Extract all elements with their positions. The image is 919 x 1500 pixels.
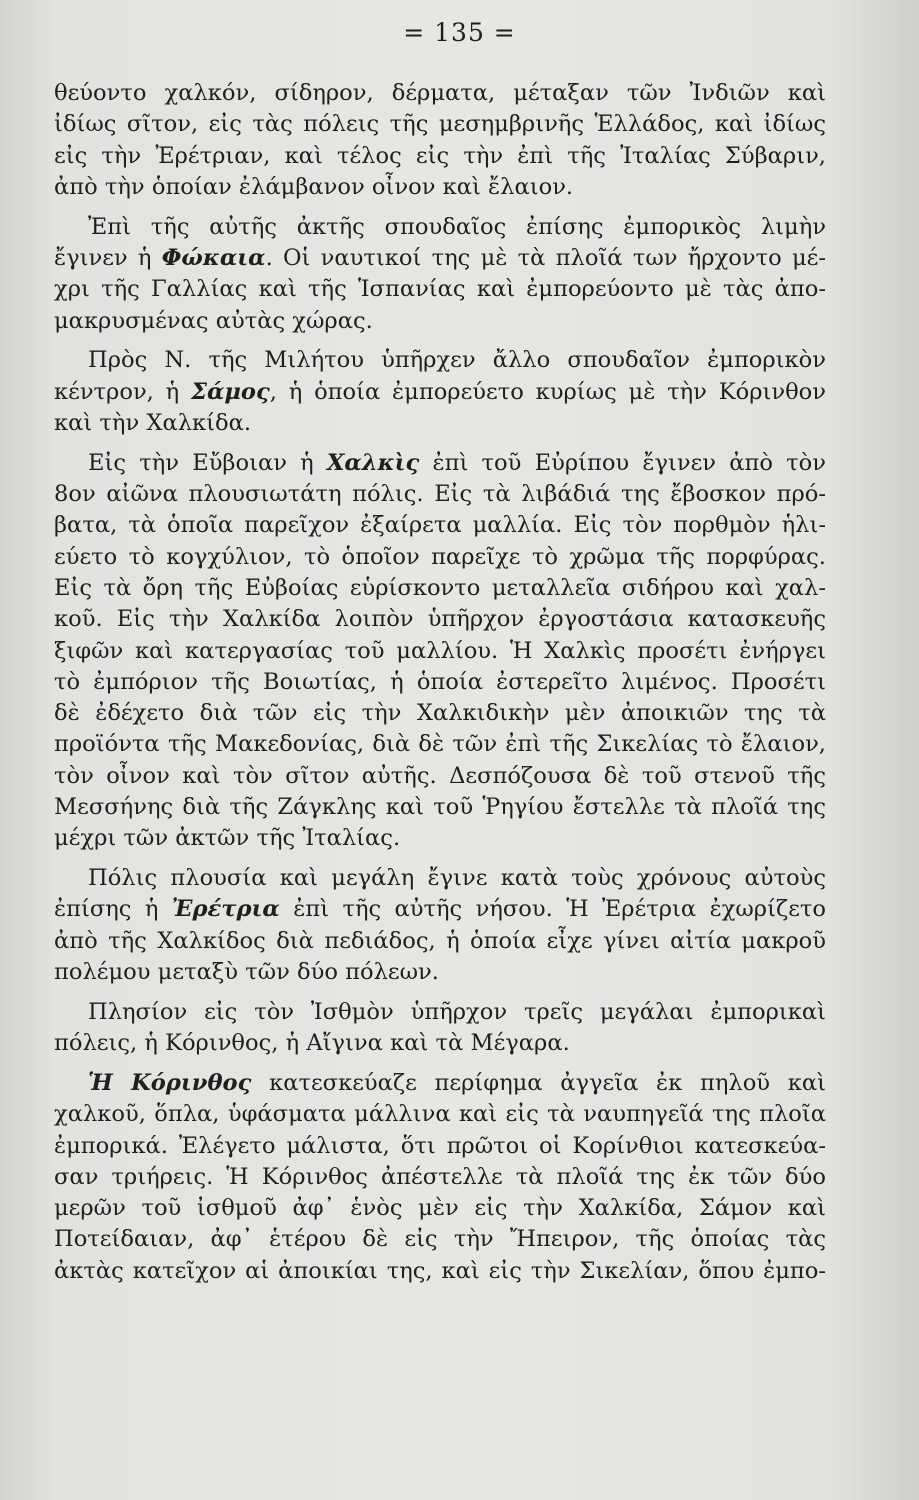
text-segment: ἐπὶ τοῦ Εὐρίπου ἔγινεν ἀπὸ τὸν — [419, 449, 826, 476]
text-segment: χαλκοῦ, ὅπλα, ὑφάσματα μάλλινα καὶ εἰς τὰ ναυπηγεῖά της πλοῖα — [54, 1101, 826, 1128]
text-line — [54, 345, 826, 376]
text-line — [54, 604, 826, 635]
text-segment: πόλεις, ἡ Κόρινθος, ἡ Αἴγινα καὶ τὰ Μέγαρα. — [54, 1030, 570, 1057]
text-line — [54, 1028, 826, 1059]
text-segment: , ἡ ὁποία ἐμπορεύετο κυρίως μὲ τὴν Κόρινθον — [269, 378, 827, 405]
text-segment: προϊόντα τῆς Μακεδονίας, διὰ δὲ τῶν ἐπὶ τῆς Σικελίας τὸ ἔλαιον, — [54, 731, 826, 758]
text-line — [54, 863, 826, 894]
text-line — [54, 243, 826, 274]
text-line — [54, 894, 826, 925]
text-segment: 8ον αἰῶνα πλουσιωτάτη πόλις. Εἰς τὰ λιβάδιά της ἔβοσκον πρό- — [54, 481, 826, 508]
text-segment: δὲ ἐδέχετο διὰ τῶν εἰς τὴν Χαλκιδικὴν μὲν ἀποικιῶν της τὰ — [54, 700, 826, 727]
text-segment: εύετο τὸ κογχύλιον, τὸ ὁποῖον παρεῖχε τὸ χρῶμα τῆς πορφύρας. — [54, 543, 826, 570]
paragraph — [54, 1068, 826, 1287]
text-segment: τὸν οἶνον καὶ τὸν σῖτον αὐτῆς. Δεσπόζουσα δὲ τοῦ στενοῦ τῆς — [54, 762, 826, 789]
text-line — [54, 729, 826, 760]
text-segment: θεύοντο χαλκόν, σίδηρον, δέρματα, μέταξαν τῶν Ἰνδιῶν καὶ — [54, 80, 826, 106]
paragraph — [54, 448, 826, 855]
text-line — [54, 448, 826, 479]
text-segment: μέχρι τῶν ἀκτῶν τῆς Ἰταλίας. — [54, 825, 401, 852]
text-segment: Ἐπὶ τῆς αὐτῆς ἀκτῆς σπουδαῖος ἐπίσης ἐμπορικὸς λιμὴν — [88, 213, 826, 240]
text-segment: Μεσσήνης διὰ τῆς Ζάγκλης καὶ τοῦ Ῥηγίου ἔστελλε τὰ πλοῖά της — [54, 794, 826, 821]
text-line — [54, 573, 826, 604]
text-line — [54, 667, 826, 698]
text-segment: ἔγινεν ἡ — [54, 244, 162, 271]
text-segment: ἀπὸ τῆς Χαλκίδος διὰ πεδιάδος, ἡ ὁποία εἶχε γίνει αἰτία μακροῦ — [54, 927, 826, 954]
text-line — [54, 1193, 826, 1224]
paragraph-gap — [54, 337, 826, 346]
page-number: = 135 = — [403, 18, 516, 47]
text-line — [54, 408, 826, 439]
paragraph — [54, 997, 826, 1060]
page-text — [54, 78, 826, 1287]
text-segment: . Οἱ ναυτικοί της μὲ τὰ πλοῖά των ἤρχοντο μέ- — [265, 244, 826, 271]
emphasized-name: Ἡ Κόρινθος — [88, 1069, 252, 1096]
paragraph-gap — [54, 855, 826, 864]
text-line — [54, 274, 826, 305]
text-segment: ξιφῶν καὶ κατεργασίας τοῦ μαλλίου. Ἡ Χαλκὶς προσέτι ἐνήργει — [54, 637, 826, 664]
paragraph-gap — [54, 988, 826, 997]
text-line — [54, 542, 826, 573]
text-segment: ἐπίσης ἡ — [54, 896, 172, 923]
paragraph — [54, 78, 826, 203]
text-line — [54, 1068, 826, 1099]
text-segment: ἀκτὰς κατεῖχον αἱ ἀποικίαι της, καὶ εἰς τὴν Σικελίαν, ὅπου ἐμπο- — [54, 1257, 826, 1284]
text-segment: Εἰς τὰ ὄρη τῆς Εὐβοίας εὑρίσκοντο μεταλλεῖα σιδήρου καὶ χαλ- — [54, 574, 826, 601]
text-line — [54, 823, 826, 854]
text-segment: Ποτείδαιαν, ἀφ᾽ ἑτέρου δὲ εἰς τὴν Ἤπειρον, τῆς ὁποίας τὰς — [54, 1226, 826, 1253]
text-segment: καὶ τὴν Χαλκίδα. — [54, 409, 252, 436]
text-line — [54, 109, 826, 140]
text-line — [54, 1131, 826, 1162]
emphasized-name: Σάμος — [191, 378, 270, 405]
text-line — [54, 761, 826, 792]
text-line — [54, 1162, 826, 1193]
text-segment: κοῦ. Εἰς τὴν Χαλκίδα λοιπὸν ὑπῆρχον ἐργοστάσια κατασκευῆς — [54, 606, 826, 633]
text-line — [54, 792, 826, 823]
paragraph-gap — [54, 1059, 826, 1068]
text-line — [54, 479, 826, 510]
text-line — [54, 141, 826, 172]
text-segment: πολέμου μεταξὺ τῶν δύο πόλεων. — [54, 959, 439, 986]
text-segment: κέντρον, ἡ — [54, 378, 192, 405]
text-segment: ἀπὸ τὴν ὁποίαν ἐλάμβανον οἶνον καὶ ἔλαιον. — [54, 173, 574, 200]
text-line — [54, 212, 826, 243]
text-line — [54, 1256, 826, 1287]
text-line — [54, 636, 826, 667]
text-segment: ἐπὶ τῆς αὐτῆς νήσου. Ἡ Ἐρέτρια ἐχωρίζετο — [279, 896, 826, 923]
text-segment: τὸ ἐμπόριον τῆς Βοιωτίας, ἡ ὁποία ἐστερεῖτο λιμένος. Προσέτι — [54, 668, 826, 695]
paragraph-gap — [54, 439, 826, 448]
text-segment: εἰς τὴν Ἐρέτριαν, καὶ τέλος εἰς τὴν ἐπὶ τῆς Ἰταλίας Σύβαριν, — [54, 142, 826, 169]
text-segment: μερῶν τοῦ ἰσθμοῦ ἀφ᾽ ἑνὸς μὲν εἰς τὴν Χαλκίδα, Σάμον καὶ — [54, 1195, 826, 1222]
paragraph-gap — [54, 203, 826, 212]
text-segment: ἰδίως σῖτον, εἰς τὰς πόλεις τῆς μεσημβρινῆς Ἑλλάδος, καὶ ἰδίως — [54, 111, 826, 138]
text-line — [54, 698, 826, 729]
text-segment: Πλησίον εἰς τὸν Ἰσθμὸν ὑπῆρχον τρεῖς μεγάλαι ἐμπορικαὶ — [88, 998, 826, 1025]
paragraph — [54, 212, 826, 337]
text-segment: Πρὸς Ν. τῆς Μιλήτου ὑπῆρχεν ἄλλο σπουδαῖον ἐμπορικὸν — [88, 347, 826, 374]
text-segment: κατεσκεύαζε περίφημα ἀγγεῖα ἐκ πηλοῦ καὶ — [251, 1069, 826, 1096]
text-line — [54, 78, 826, 109]
emphasized-name: Φώκαια — [161, 244, 266, 271]
text-segment: Εἰς τὴν Εὔβοιαν ἡ — [88, 449, 327, 476]
paragraph — [54, 345, 826, 439]
text-segment: Πόλις πλουσία καὶ μεγάλη ἔγινε κατὰ τοὺς χρόνους αὐτοὺς — [88, 865, 826, 892]
emphasized-name: Ἐρέτρια — [171, 896, 280, 923]
text-line — [54, 377, 826, 408]
text-line — [54, 926, 826, 957]
text-segment: σαν τριήρεις. Ἡ Κόρινθος ἀπέστελλε τὰ πλοῖά της ἐκ τῶν δύο — [54, 1163, 826, 1190]
text-line — [54, 1224, 826, 1255]
text-line — [54, 172, 826, 203]
text-line — [54, 1099, 826, 1130]
text-segment: χρι τῆς Γαλλίας καὶ τῆς Ἱσπανίας καὶ ἐμπορεύοντο μὲ τὰς ἀπο- — [54, 276, 826, 303]
text-segment: βατα, τὰ ὁποῖα παρεῖχον ἐξαίρετα μαλλία. Εἰς τὸν πορθμὸν ἡλι- — [54, 512, 826, 539]
text-line — [54, 306, 826, 337]
text-line — [54, 510, 826, 541]
text-line — [54, 957, 826, 988]
text-segment: ἐμπορικά. Ἐλέγετο μάλιστα, ὅτι πρῶτοι οἱ Κορίνθιοι κατεσκεύα- — [54, 1132, 826, 1159]
emphasized-name: Χαλκὶς — [326, 449, 420, 476]
text-segment: μακρυσμένας αὐτὰς χώρας. — [54, 307, 373, 334]
paragraph — [54, 863, 826, 988]
text-line — [54, 997, 826, 1028]
